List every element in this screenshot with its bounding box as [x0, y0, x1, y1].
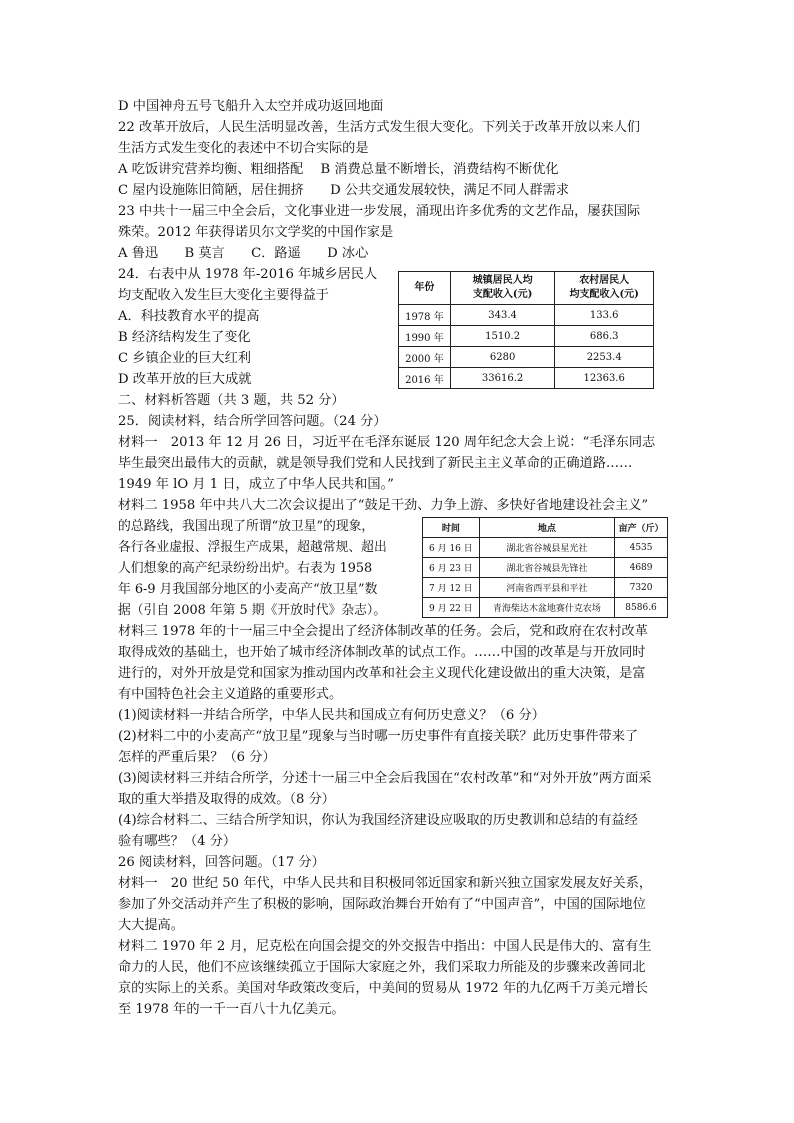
table-cell: 1990 年	[399, 326, 451, 347]
text-line: 命力的人民，他们不应该继续孤立于国际大家庭之外，我们采取力所能及的步骤来改善同北	[118, 960, 646, 975]
table-cell: 2016 年	[399, 368, 451, 389]
wheat-yield-table	[422, 517, 668, 618]
table-cell: 343.4	[450, 305, 555, 326]
table-cell: 1510.2	[450, 326, 555, 347]
table-cell: 1978 年	[399, 305, 451, 326]
table-cell: 33616.2	[450, 368, 555, 389]
text-line: 参加了外交活动并产生了积极的影响，国际政治舞台开始有了“中国声音”，中国的国际地位	[118, 897, 646, 912]
text-line: 怎样的严重后果？（6 分）	[118, 750, 276, 765]
text-line: 有中国特色社会主义道路的重要形式。	[118, 687, 343, 702]
text-line: 材料二 1970 年 2 月，尼克松在向国会提交的外交报告中指出：中国人民是伟大的、富有生	[118, 939, 652, 954]
table-header-cell: 城镇居民人均 支配收入(元)	[450, 272, 555, 305]
table-header-cell: 年份	[399, 272, 451, 305]
table-cell: 6 月 23 日	[423, 558, 480, 578]
table-row	[423, 558, 668, 578]
text-line: 至 1978 年的一千一百八十九亿美元。	[118, 1002, 345, 1017]
text-line: 各行各业虚报、浮报生产成果，超越常规、超出	[118, 540, 387, 555]
table-cell: 7320	[615, 578, 668, 598]
text-line: A 吃饭讲究营养均衡、粗细搭配 B 消费总量不断增长，消费结构不断优化	[118, 162, 559, 177]
text-line: 材料一 20 世纪 50 年代，中华人民共和目积极同邻近国家和新兴独立国家发展友好关系，	[118, 876, 653, 891]
table-row	[399, 326, 654, 347]
table-cell: 2000 年	[399, 347, 451, 368]
table-cell: 9 月 22 日	[423, 598, 480, 618]
text-line: 取的重大举措及取得的成效。（8 分）	[118, 792, 335, 807]
text-line: 殊荣。2012 年获得诺贝尔文学奖的中国作家是	[118, 225, 394, 240]
text-line: D 改革开放的巨大成就	[118, 372, 252, 387]
table-header-row	[399, 272, 654, 305]
text-line: C 屋内设施陈旧简陋，居住拥挤 D 公共交通发展较快，满足不同人群需求	[118, 183, 570, 198]
text-line: 大大提高。	[118, 918, 184, 933]
text-line: 材料三 1978 年的十一届三中全会提出了经济体制改革的任务。会后，党和政府在农村改革	[118, 624, 648, 639]
text-line: 京的实际上的关系。美国对华政策改变后，中美间的贸易从 1972 年的九亿两千万美元增长	[118, 981, 648, 996]
text-line: 二、材料析答题（共 3 题，共 52 分）	[118, 393, 345, 408]
text-line: (2)材料二中的小麦高产“放卫星”现象与当时哪一历史事件有直接关联？此历史事件带来了	[118, 729, 639, 744]
table-cell: 4689	[615, 558, 668, 578]
table-cell: 2253.4	[555, 347, 654, 368]
text-line: 验有哪些？（4 分）	[118, 834, 237, 849]
text-line: 取得成效的基础土，也开始了城市经济体制改革的试点工作。……中国的改革是与开放同时	[118, 645, 646, 660]
table-header-cell: 地点	[479, 518, 614, 538]
text-line: 人们想象的高产纪录纷纷出炉。右表为 1958	[118, 561, 373, 576]
text-line: A．科技教育水平的提高	[118, 309, 260, 324]
text-line: 22 改革开放后，人民生活明显改善，生活方式发生很大变化。下列关于改革开放以来人们	[118, 120, 641, 135]
table-cell: 湖北省谷城县先锋社	[479, 558, 614, 578]
text-line: 材料二 1958 年中共八大二次会议提出了“鼓足干劲、力争上游、多快好省地建设社会主义”	[118, 498, 649, 513]
text-line: 26 阅读材料，回答问题。（17 分）	[118, 855, 325, 870]
table-cell: 8586.6	[615, 598, 668, 618]
table-cell: 河南省西平县和平社	[479, 578, 614, 598]
table-cell: 12363.6	[555, 368, 654, 389]
text-line: 的总路线，我国出现了所谓“放卫星”的现象，	[118, 519, 375, 534]
text-line: (3)阅读材料三并结合所学，分述十一届三中全会后我国在“农村改革”和“对外开放”两方面采	[118, 771, 652, 786]
table-cell: 133.6	[555, 305, 654, 326]
text-line: 材料一 2013 年 12 月 26 日，习近平在毛泽东诞辰 120 周年纪念大会上说：“毛泽东同志	[118, 435, 656, 450]
text-line: 年 6-9 月我国部分地区的小麦高产“放卫星”数	[118, 582, 378, 597]
text-line: (4)综合材料二、三结合所学知识，你认为我国经济建设应吸取的历史教训和总结的有益经	[118, 813, 638, 828]
table-header-cell: 亩产（斤）	[615, 518, 668, 538]
text-line: 25．阅读材料，结合所学回答问题。（24 分）	[118, 414, 387, 429]
table-row	[399, 368, 654, 389]
table-cell: 7 月 12 日	[423, 578, 480, 598]
table-cell: 686.3	[555, 326, 654, 347]
text-line: A 鲁迅 B 莫言 C．路遥 D 冰心	[118, 246, 369, 261]
text-line: 据（引自 2008 年第 5 期《开放时代》杂志）。	[118, 603, 387, 618]
text-line: 1949 年 lO 月 1 日，成立了中华人民共和国。”	[118, 477, 394, 492]
table-row	[399, 305, 654, 326]
text-line: D 中国神舟五号飞船升入太空并成功返回地面	[118, 99, 384, 114]
text-line: C 乡镇企业的巨大红利	[118, 351, 251, 366]
text-line: 生活方式发生变化的表述中不切合实际的是	[118, 141, 369, 156]
table-cell: 湖北省谷城县星光社	[479, 538, 614, 558]
text-line: 进行的，对外开放是党和国家为推动国内改革和社会主义现代化建设做出的重大决策，是富	[118, 666, 646, 681]
text-line: 均支配收入发生巨大变化主要得益于	[118, 288, 329, 303]
table-header-row	[423, 518, 668, 538]
table-row	[423, 578, 668, 598]
text-line: (1)阅读材料一并结合所学，中华人民共和国成立有何历史意义？（6 分）	[118, 708, 545, 723]
income-table	[398, 271, 654, 389]
text-line: 23 中共十一届三中全会后，文化事业进一步发展，涌现出许多优秀的文艺作品，屡获国际	[118, 204, 641, 219]
table-cell: 6280	[450, 347, 555, 368]
table-header-cell: 农村居民人 均支配收入(元)	[555, 272, 654, 305]
text-line: B 经济结构发生了变化	[118, 330, 251, 345]
table-header-cell: 时间	[423, 518, 480, 538]
table-cell: 6 月 16 日	[423, 538, 480, 558]
text-line: 毕生最突出最伟大的贡献，就是领导我们党和人民找到了新民主主义革命的正确道路……	[118, 456, 633, 471]
table-cell: 青海柴达木盆地赛什克农场	[479, 598, 614, 618]
table-row	[423, 598, 668, 618]
table-cell: 4535	[615, 538, 668, 558]
text-line: 24．右表中从 1978 年-2016 年城乡居民人	[118, 267, 378, 282]
table-row	[423, 538, 668, 558]
table-row	[399, 347, 654, 368]
